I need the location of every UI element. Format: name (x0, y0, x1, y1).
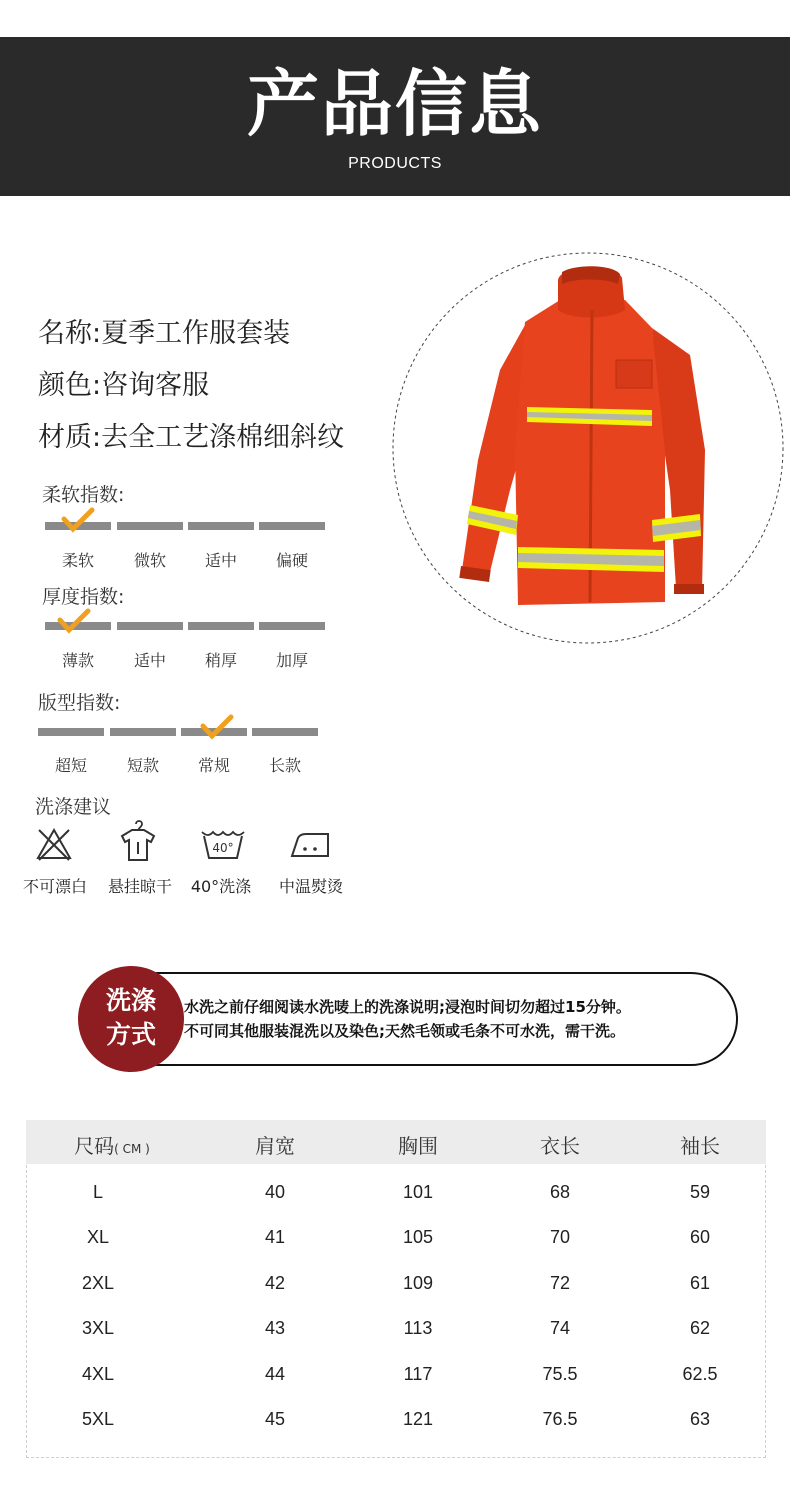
fit-check-icon (200, 714, 234, 740)
thickness-option: 稍厚 (204, 651, 237, 670)
wash-40-badge: 40° (212, 841, 234, 855)
wash-notice-box (100, 972, 738, 1066)
table-cell: 40 (264, 1182, 286, 1202)
header-unit: ( CM ) (114, 1142, 150, 1156)
care-label: 不可漂白 (22, 877, 87, 896)
table-cell: 60 (689, 1227, 711, 1247)
table-cell: 63 (689, 1409, 711, 1429)
table-cell: 59 (689, 1182, 711, 1202)
header-size-label: 尺码 (74, 1134, 115, 1158)
table-cell: 61 (689, 1273, 711, 1293)
info-material: 材质:去全工艺涤棉细斜纹 (38, 422, 345, 453)
care-label: 中温熨烫 (278, 877, 343, 896)
fit-option: 短款 (126, 756, 159, 775)
table-cell: 113 (403, 1318, 433, 1338)
wash-instruction-1: 水洗之前仔细阅读水洗唛上的洗涤说明;浸泡时间切勿超过15分钟。 (184, 998, 631, 1016)
softness-bar-4 (259, 522, 325, 530)
page-title: 产品信息 (246, 62, 543, 146)
header-chest: 胸围 (398, 1134, 438, 1158)
softness-title: 柔软指数: (42, 484, 125, 506)
wash-heading-badge (78, 966, 184, 1072)
softness-bar-2 (117, 522, 183, 530)
iron-medium-icon (288, 830, 332, 860)
table-cell: 121 (402, 1409, 434, 1429)
care-label: 40°洗涤 (190, 877, 252, 896)
table-cell: 4XL (81, 1364, 115, 1384)
table-cell: 75.5 (542, 1364, 578, 1384)
hang-dry-icon (118, 820, 158, 862)
wash-heading-line2: 方式 (105, 1020, 156, 1049)
jacket-illustration (459, 266, 705, 605)
table-cell: 5XL (81, 1409, 115, 1429)
info-name: 名称:夏季工作服套装 (38, 318, 291, 349)
softness-option: 偏硬 (275, 551, 308, 570)
table-cell: 72 (549, 1273, 571, 1293)
wash-heading-line1: 洗涤 (105, 986, 156, 1015)
fit-bar-4 (252, 728, 318, 736)
table-cell: L (92, 1182, 103, 1202)
fit-bar-1 (38, 728, 104, 736)
fit-bar-2 (110, 728, 176, 736)
thickness-option: 加厚 (275, 651, 308, 670)
table-cell: 41 (264, 1227, 286, 1247)
softness-option: 适中 (204, 551, 237, 570)
info-color: 颜色:咨询客服 (38, 370, 210, 401)
table-cell: 43 (264, 1318, 286, 1338)
fit-option: 常规 (197, 756, 230, 775)
thickness-bar-2 (117, 622, 183, 630)
page-subtitle: PRODUCTS (348, 155, 442, 172)
table-cell: XL (86, 1227, 110, 1247)
table-cell: 44 (264, 1364, 286, 1384)
thickness-title: 厚度指数: (42, 586, 125, 608)
no-bleach-icon (34, 826, 74, 862)
thickness-bar-4 (259, 622, 325, 630)
care-label: 悬挂晾干 (107, 877, 172, 896)
table-cell: 101 (402, 1182, 434, 1202)
fit-option: 长款 (268, 756, 301, 775)
table-cell: 62.5 (682, 1364, 718, 1384)
wash-40-icon (200, 828, 246, 860)
table-cell: 42 (264, 1273, 286, 1293)
table-cell: 109 (402, 1273, 434, 1293)
header-size (42, 1130, 182, 1159)
header-shoulder: 肩宽 (255, 1134, 295, 1158)
table-cell: 3XL (81, 1318, 115, 1338)
table-cell: 2XL (81, 1273, 115, 1293)
fit-title: 版型指数: (38, 692, 121, 714)
wash-instruction-2: 不可同其他服装混洗以及染色;天然毛领或毛条不可水洗，需干洗。 (184, 1022, 626, 1040)
header-length: 衣长 (540, 1134, 580, 1158)
table-cell: 70 (549, 1227, 571, 1247)
thickness-bar-3 (188, 622, 254, 630)
softness-option: 微软 (133, 551, 166, 570)
softness-option: 柔软 (61, 551, 94, 570)
table-cell: 45 (264, 1409, 286, 1429)
header-sleeve: 袖长 (680, 1134, 720, 1158)
table-cell: 74 (549, 1318, 571, 1338)
table-cell: 62 (689, 1318, 711, 1338)
thickness-option: 适中 (133, 651, 166, 670)
table-cell: 68 (549, 1182, 571, 1202)
softness-bar-3 (188, 522, 254, 530)
table-cell: 117 (403, 1364, 433, 1384)
table-cell: 105 (402, 1227, 434, 1247)
table-cell: 76.5 (542, 1409, 578, 1429)
softness-check-icon (61, 507, 95, 533)
product-image (390, 250, 790, 650)
thickness-option: 薄款 (61, 651, 94, 670)
fit-option: 超短 (54, 756, 87, 775)
care-title: 洗涤建议 (35, 796, 112, 818)
thickness-check-icon (57, 608, 91, 634)
